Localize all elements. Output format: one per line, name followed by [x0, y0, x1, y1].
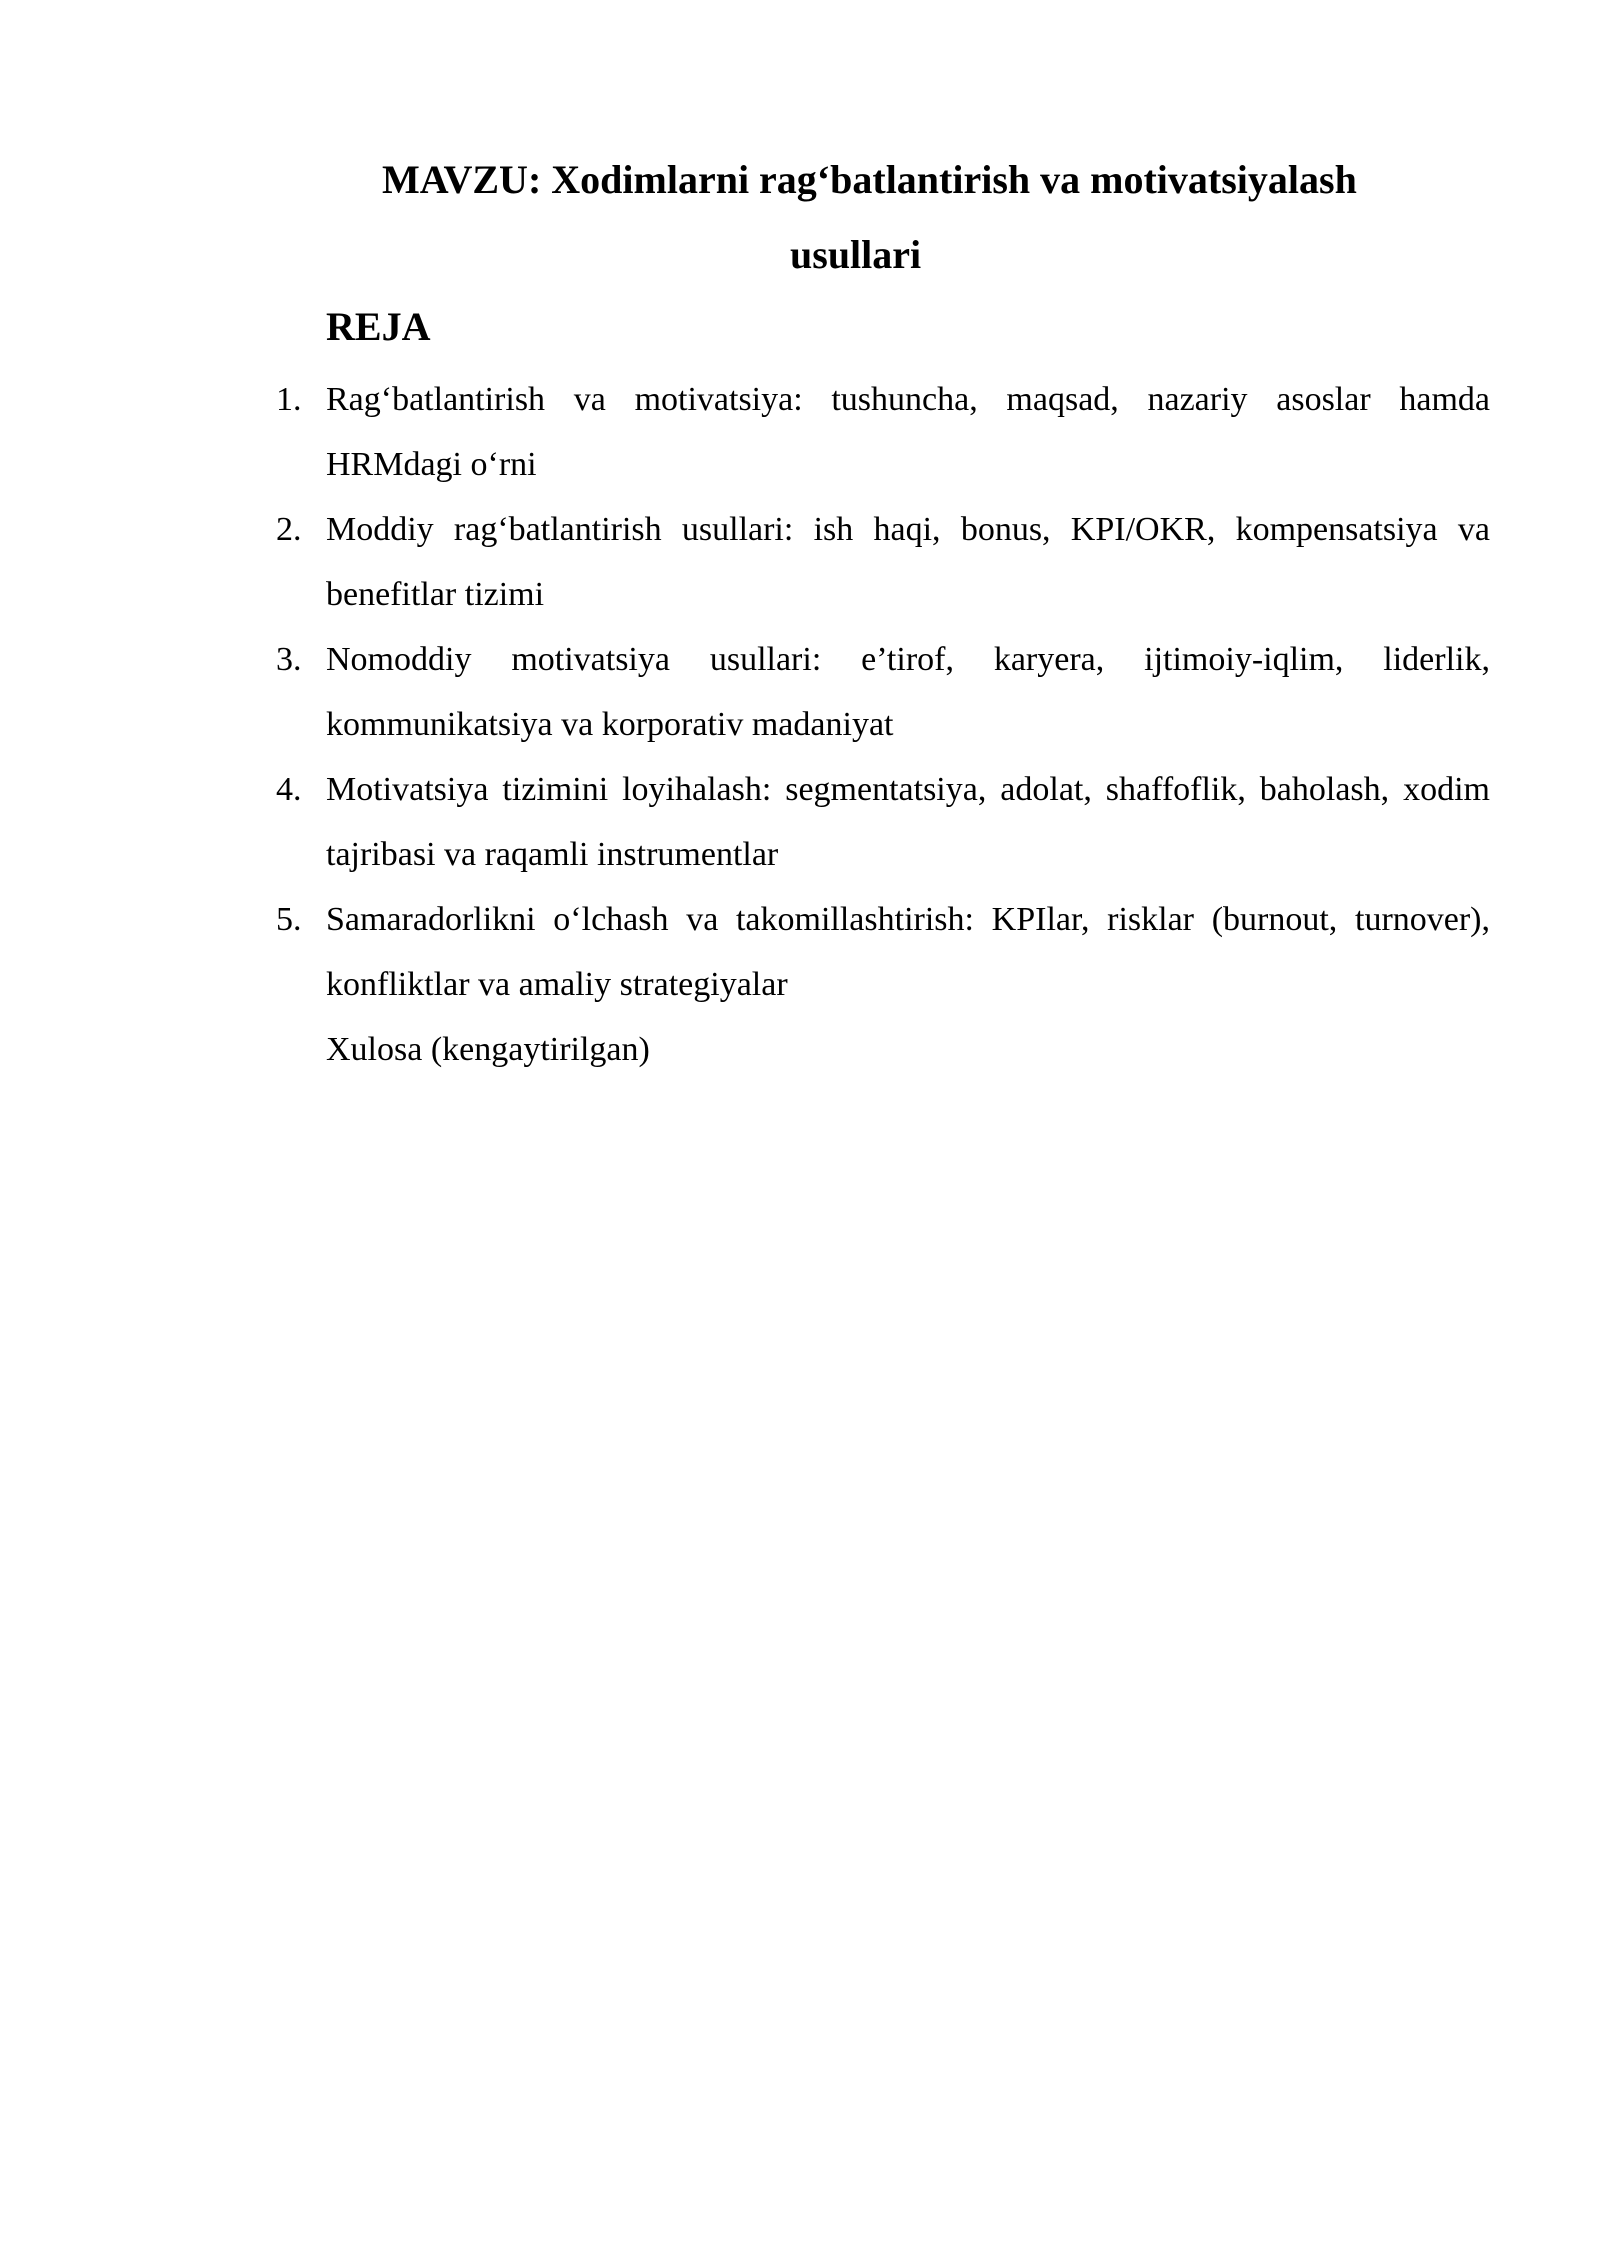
plan-item-text: Nomoddiy motivatsiya usullari: e’tirof, karyera, ijtimoiy-iqlim, liderlik, kommunikatsiya va korporativ madaniyat — [326, 641, 1490, 743]
title-line-1: MAVZU: Xodimlarni rag‘batlantirish va motivatsiyalash — [382, 157, 1357, 202]
plan-item-text: Moddiy rag‘batlantirish usullari: ish haqi, bonus, KPI/OKR, kompensatsiya va benefitlar tizimi — [326, 511, 1490, 613]
plan-item-5 — [276, 887, 1490, 1017]
plan-item-text: Samaradorlikni o‘lchash va takomillashtirish: KPIlar, risklar (burnout, turnover), konfliktlar va amaliy strategiyalar — [326, 901, 1490, 1003]
plan-item-number: 1. — [276, 381, 302, 418]
plan-item-3 — [276, 627, 1490, 757]
plan-item-text: Rag‘batlantirish va motivatsiya: tushuncha, maqsad, nazariy asoslar hamda HRMdagi o‘rni — [326, 381, 1490, 483]
plan-heading: REJA — [326, 304, 431, 349]
document-title — [270, 142, 1570, 292]
plan-item-4 — [276, 757, 1490, 887]
plan-item-1 — [276, 367, 1490, 497]
title-line-2: usullari — [790, 232, 922, 277]
plan-item-number: 3. — [276, 641, 302, 678]
plan-item-2 — [276, 497, 1490, 627]
plan-item-number: 4. — [276, 771, 302, 808]
plan-item-number: 2. — [276, 511, 302, 548]
plan-item-number: 5. — [276, 901, 302, 938]
plan-list — [276, 367, 1490, 1017]
conclusion-label: Xulosa (kengaytirilgan) — [326, 1031, 650, 1068]
plan-item-text: Motivatsiya tizimini loyihalash: segmentatsiya, adolat, shaffoflik, baholash, xodim tajribasi va raqamli instrumentlar — [326, 771, 1490, 873]
